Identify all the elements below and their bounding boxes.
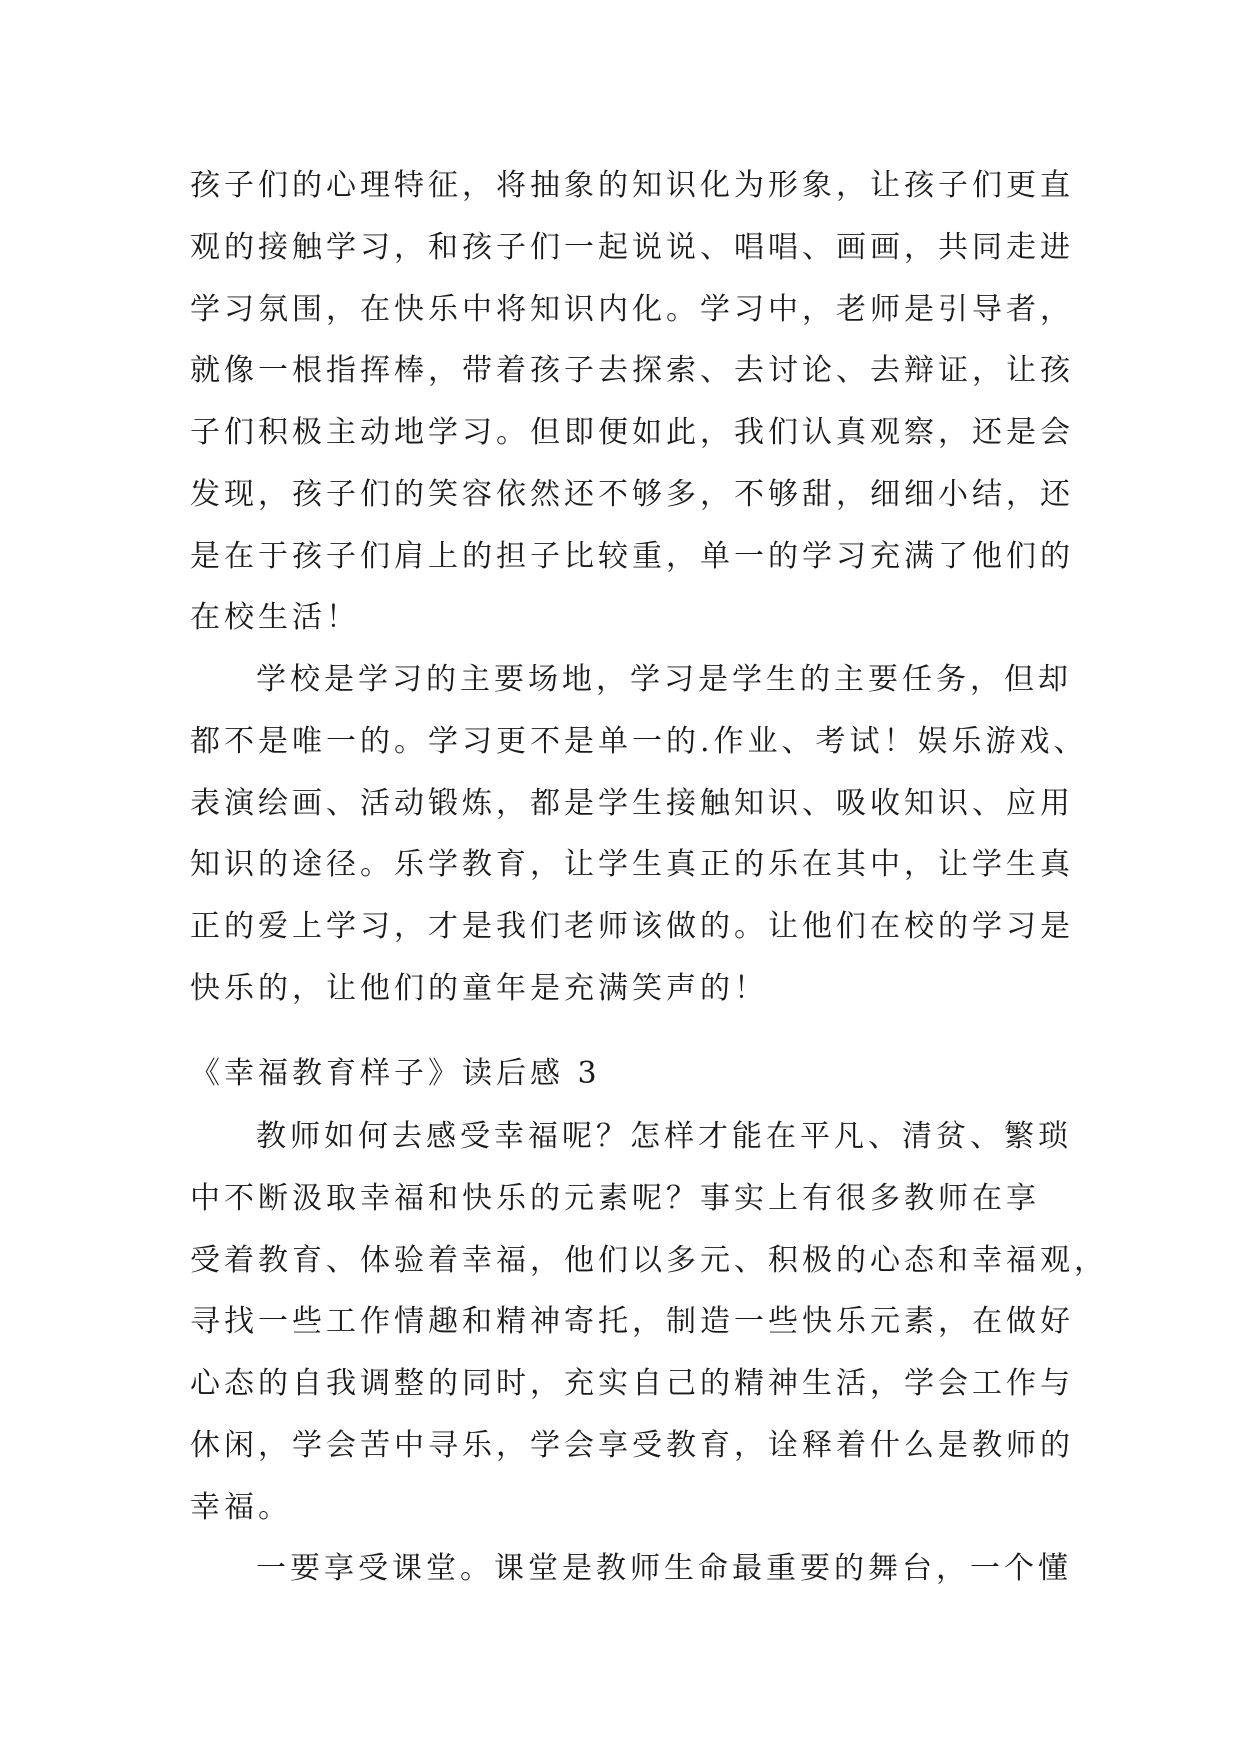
text-line: 心态的自我调整的同时，充实自己的精神生活，学会工作与 [190, 1366, 1074, 1401]
text-line: 是在于孩子们肩上的担子比较重，单一的学习充满了他们的 [190, 539, 1074, 574]
text-line: 寻找一些工作情趣和精神寄托，制造一些快乐元素，在做好 [190, 1304, 1074, 1339]
text-line: 观的接触学习，和孩子们一起说说、唱唱、画画，共同走进 [190, 230, 1074, 265]
text-line: 表演绘画、活动锻炼，都是学生接触知识、吸收知识、应用 [190, 786, 1074, 821]
section-heading: 《幸福教育样子》读后感 3 [190, 1056, 601, 1091]
text-line: 中不断汲取幸福和快乐的元素呢？事实上有很多教师在享 [190, 1181, 1040, 1216]
text-line: 受着教育、体验着幸福，他们以多元、积极的心态和幸福观， [190, 1243, 1108, 1278]
text-line: 幸福。 [190, 1490, 292, 1525]
text-line: 就像一根指挥棒，带着孩子去探索、去讨论、去辩证，让孩 [190, 353, 1074, 388]
text-line: 孩子们的心理特征，将抽象的知识化为形象，让孩子们更直 [190, 168, 1074, 203]
text-line: 一要享受课堂。课堂是教师生命最重要的舞台，一个懂 [256, 1551, 1072, 1586]
text-line: 知识的途径。乐学教育，让学生真正的乐在其中，让学生真 [190, 847, 1074, 882]
text-line: 休闲，学会苦中寻乐，学会享受教育，诠释着什么是教师的 [190, 1428, 1074, 1463]
text-line: 在校生活！ [190, 600, 360, 635]
text-line: 快乐的，让他们的童年是充满笑声的！ [190, 971, 768, 1006]
text-line: 子们积极主动地学习。但即便如此，我们认真观察，还是会 [190, 415, 1074, 450]
text-line: 都不是唯一的。学习更不是单一的.作业、考试！娱乐游戏、 [190, 724, 1088, 759]
text-line: 正的爱上学习，才是我们老师该做的。让他们在校的学习是 [190, 909, 1074, 944]
text-line: 教师如何去感受幸福呢？怎样才能在平凡、清贫、繁琐 [256, 1119, 1072, 1154]
text-line: 发现，孩子们的笑容依然还不够多，不够甜，细细小结，还 [190, 477, 1074, 512]
text-line: 学习氛围，在快乐中将知识内化。学习中，老师是引导者， [190, 292, 1074, 327]
text-line: 学校是学习的主要场地，学习是学生的主要任务，但却 [256, 662, 1072, 697]
